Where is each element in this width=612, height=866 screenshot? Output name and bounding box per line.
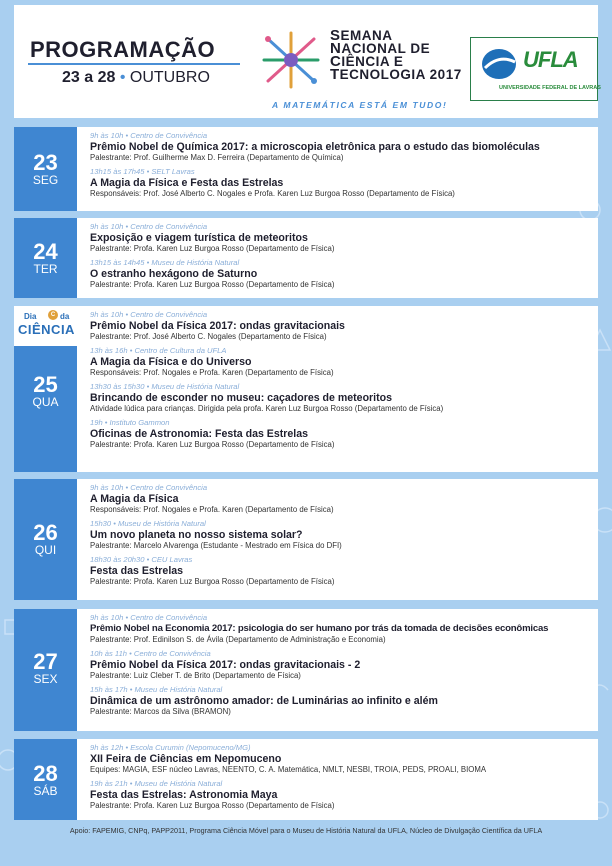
event-title: Festa das Estrelas: Astronomia Maya [90, 789, 278, 801]
event-meta: 19h • Instituto Gammon [90, 418, 170, 427]
day-sidebar [14, 739, 77, 820]
day-number: 24 [33, 239, 58, 264]
event-meta: 15h às 17h • Museu de História Natural [90, 685, 223, 694]
event-list [90, 613, 594, 721]
event-desc: Palestrante: Prof. José Alberto C. Nogales (Departamento de Física) [90, 332, 327, 341]
event-meta: 13h15 às 17h45 • SELT Lavras [90, 167, 195, 176]
event-item [90, 346, 594, 378]
event-meta: 9h às 10h • Centro de Convivência [90, 483, 208, 492]
molecule-logo-icon [260, 31, 322, 89]
date-range: 23 a 28 [62, 69, 116, 86]
event-item [90, 555, 594, 587]
event-item [90, 222, 594, 254]
event-item [90, 779, 594, 811]
event-title: A Magia da Física e do Universo [90, 356, 252, 368]
event-name-line: TECNOLOGIA 2017 [330, 66, 462, 83]
program-title: PROGRAMAÇÃO [30, 37, 216, 62]
day-weekday: QUA [32, 395, 59, 409]
event-desc: Responsáveis: Prof. José Alberto C. Nogales e Profa. Karen Luz Burgoa Rosso (Departamento de Física) [90, 189, 455, 198]
day-weekday: SEG [32, 173, 59, 187]
event-desc: Responsáveis: Prof. Nogales e Profa. Karen (Departamento de Física) [90, 505, 334, 514]
day-block-24 [14, 218, 598, 298]
event-meta: 9h às 10h • Centro de Convivência [90, 222, 208, 231]
event-item [90, 519, 594, 551]
program-header [14, 5, 601, 118]
day-number: 23 [33, 150, 58, 175]
event-title: A Magia da Física e Festa das Estrelas [90, 177, 284, 189]
dia-logo-title: CIÊNCIA [18, 322, 75, 337]
dia-logo-small: Dia [24, 312, 37, 321]
event-item [90, 743, 594, 775]
day-sidebar [14, 127, 77, 211]
event-meta: 13h30 às 15h30 • Museu de História Natural [90, 382, 240, 391]
event-name-line: NACIONAL DE [330, 40, 431, 57]
event-item [90, 613, 594, 645]
tagline: A MATEMÁTICA ESTÁ EM TUDO! [272, 100, 448, 110]
event-list [90, 222, 594, 294]
event-desc: Palestrante: Profa. Karen Luz Burgoa Rosso (Departamento de Física) [90, 244, 335, 253]
day-block-23 [14, 127, 598, 211]
date-month: OUTUBRO [129, 69, 210, 86]
event-title: XII Feira de Ciências em Nepomuceno [90, 753, 282, 765]
day-number: 26 [33, 520, 58, 545]
event-desc: Palestrante: Prof. Guilherme Max D. Ferreira (Departamento de Química) [90, 153, 344, 162]
event-title: O estranho hexágono de Saturno [90, 268, 258, 280]
ufla-globe-icon [479, 46, 519, 82]
event-meta: 9h às 10h • Centro de Convivência [90, 310, 208, 319]
event-desc: Palestrante: Profa. Karen Luz Burgoa Rosso (Departamento de Física) [90, 801, 335, 810]
dia-logo-c: C [48, 310, 58, 320]
event-meta: 19h às 21h • Museu de História Natural [90, 779, 223, 788]
dia-da-ciencia-logo [14, 306, 77, 346]
event-title: Prêmio Nobel da Física 2017: ondas gravitacionais - 2 [90, 659, 361, 671]
day-block-28 [14, 739, 598, 820]
event-meta: 15h30 • Museu de História Natural [90, 519, 206, 528]
event-meta: 18h30 às 20h30 • CEU Lavras [90, 555, 193, 564]
event-list [90, 310, 594, 454]
event-item [90, 310, 594, 342]
day-number: 28 [33, 761, 58, 786]
event-desc: Palestrante: Marcos da Silva (BRAMON) [90, 707, 231, 716]
event-desc: Palestrante: Marcelo Alvarenga (Estudante - Mestrado em Física do DFI) [90, 541, 342, 550]
event-item [90, 382, 594, 414]
day-sidebar [14, 218, 77, 298]
event-title: Um novo planeta no nosso sistema solar? [90, 529, 303, 541]
day-number: 27 [33, 649, 58, 674]
event-desc: Atividade lúdica para crianças. Dirigida pela profa. Karen Luz Burgoa Rosso (Departamento de Física) [90, 404, 444, 413]
event-meta: 9h às 10h • Centro de Convivência [90, 131, 208, 140]
event-item [90, 258, 594, 290]
event-name [330, 29, 462, 81]
event-name-line: SEMANA [330, 27, 393, 44]
event-desc: Palestrante: Profa. Karen Luz Burgoa Rosso (Departamento de Física) [90, 280, 335, 289]
day-number: 25 [33, 372, 58, 397]
event-meta: 13h15 às 14h45 • Museu de História Natural [90, 258, 240, 267]
dia-logo-de: da [60, 312, 70, 321]
event-desc: Equipes: MAGIA, ESF núcleo Lavras, NEENTO, C. A. Matemática, NMLT, NESBI, TROIA, PEDS, PROALI, BIOMA [90, 765, 487, 774]
event-meta: 9h às 12h • Escola Curumin (Nepomuceno/MG) [90, 743, 251, 752]
event-title: Exposição e viagem turística de meteoritos [90, 232, 308, 244]
day-sidebar [14, 609, 77, 731]
ufla-logo-text: UFLA [523, 47, 578, 72]
event-meta: 9h às 10h • Centro de Convivência [90, 613, 208, 622]
date-separator: • [119, 69, 126, 86]
event-item [90, 685, 594, 717]
event-list [90, 743, 594, 815]
event-name-line: CIÊNCIA E [330, 53, 404, 70]
event-item [90, 649, 594, 681]
event-title: Prêmio Nobel na Economia 2017: psicologia do ser humano por trás da tomada de decisões econômicas [90, 623, 549, 634]
event-item [90, 131, 594, 163]
title-underline [28, 63, 240, 65]
day-block-25 [14, 306, 598, 472]
event-title: Prêmio Nobel de Química 2017: a microscopia eletrônica para o estudo das biomoléculas [90, 141, 540, 153]
event-item [90, 167, 594, 199]
day-sidebar [14, 306, 77, 472]
event-meta: 10h às 11h • Centro de Convivência [90, 649, 211, 658]
event-title: Oficinas de Astronomia: Festa das Estrelas [90, 428, 309, 440]
day-weekday: TER [33, 262, 58, 276]
event-title: Prêmio Nobel da Física 2017: ondas gravitacionais [90, 320, 345, 332]
event-desc: Palestrante: Profa. Karen Luz Burgoa Rosso (Departamento de Física) [90, 577, 335, 586]
footer-sponsors: Apoio: FAPEMIG, CNPq, PAPP2011, Programa Ciência Móvel para o Museu de História Natural da UFLA, Núcleo de Divulgação Científica da UFLA [69, 826, 543, 835]
event-desc: Palestrante: Prof. Edinilson S. de Ávila (Departamento de Administração e Economia) [90, 635, 386, 644]
event-item [90, 418, 594, 450]
program-dates [62, 69, 210, 87]
event-desc: Palestrante: Luiz Cleber T. de Brito (Departamento de Física) [90, 671, 301, 680]
day-weekday: SEX [33, 672, 58, 686]
event-list [90, 483, 594, 591]
event-item [90, 483, 594, 515]
day-weekday: SÁB [33, 784, 58, 798]
day-block-26 [14, 479, 598, 600]
event-title: Brincando de esconder no museu: caçadores de meteoritos [90, 392, 393, 404]
event-desc: Palestrante: Profa. Karen Luz Burgoa Rosso (Departamento de Física) [90, 440, 335, 449]
event-title: Festa das Estrelas [90, 565, 184, 577]
event-title: Dinâmica de um astrônomo amador: de Luminárias ao infinito e além [90, 695, 438, 707]
day-weekday: QUI [34, 543, 57, 557]
ufla-name: UNIVERSIDADE FEDERAL DE LAVRAS [499, 85, 601, 91]
event-list [90, 131, 594, 203]
event-meta: 13h às 16h • Centro de Cultura da UFLA [90, 346, 227, 355]
day-block-27 [14, 609, 598, 731]
day-sidebar [14, 479, 77, 600]
ufla-logo [470, 37, 601, 101]
event-desc: Responsáveis: Prof. Nogales e Profa. Karen (Departamento de Física) [90, 368, 334, 377]
event-title: A Magia da Física [90, 493, 179, 505]
